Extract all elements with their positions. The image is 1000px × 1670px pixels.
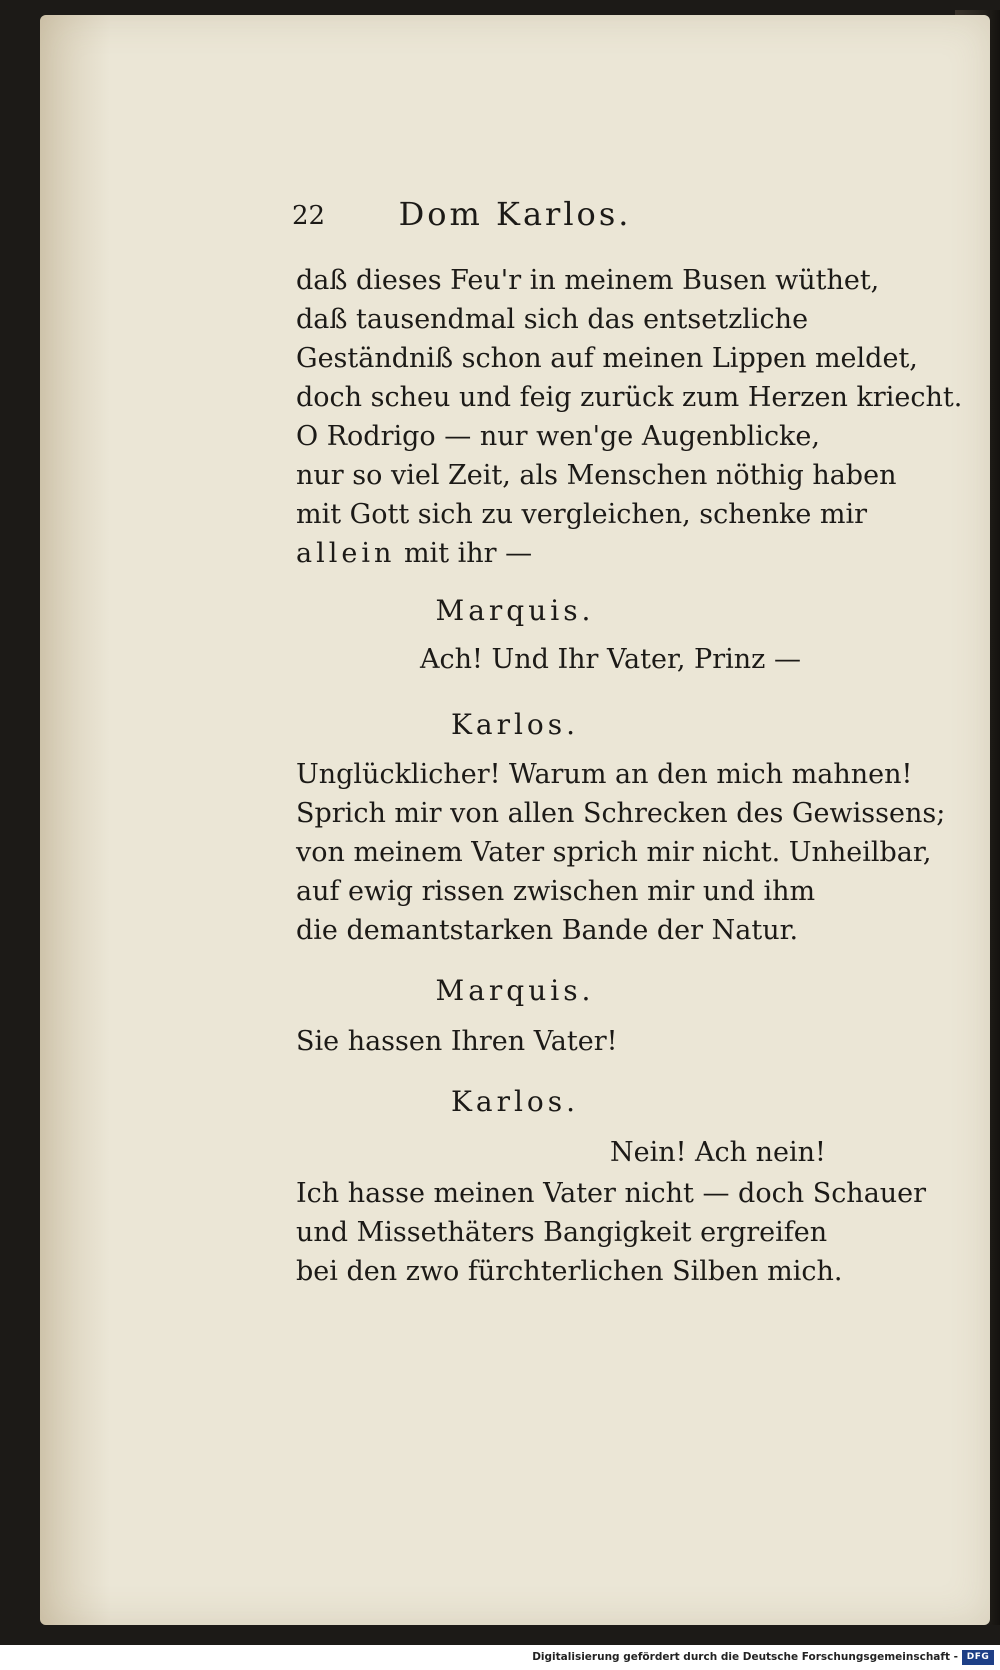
speaker-name: Marquis. [435,974,595,1007]
book-page [40,15,990,1625]
page-header [40,195,990,241]
emphasized-word: allein [296,538,396,569]
funding-credit: Digitalisierung gefördert durch die Deutsche Forschungsgemeinschaft - [532,1651,958,1663]
verse-line: Ach! Und Ihr Vater, Prinz — [420,644,801,675]
verse-line: O Rodrigo — nur wen'ge Augenblicke, [296,421,820,452]
verse-line: Sie hassen Ihren Vater! [296,1026,618,1057]
verse-line: Ich hasse meinen Vater nicht — doch Schauer [296,1178,927,1209]
digitization-footer [0,1648,1000,1670]
page-number: 22 [292,201,326,231]
verse-line: mit Gott sich zu vergleichen, schenke mir [296,499,868,530]
verse-line: bei den zwo fürchterlichen Silben mich. [296,1256,843,1287]
verse-line: die demantstarken Bande der Natur. [296,915,799,946]
verse-line: Sprich mir von allen Schrecken des Gewissens; [296,798,946,829]
verse-line: Unglücklicher! Warum an den mich mahnen! [296,759,913,790]
speaker-name: Karlos. [450,1085,580,1118]
verse-line: daß dieses Feu'r in meinem Busen wüthet, [296,265,880,296]
verse-line: Geständniß schon auf meinen Lippen meldet, [296,343,918,374]
speaker-name: Marquis. [435,594,595,627]
verse-line: von meinem Vater sprich mir nicht. Unheilbar, [296,837,932,868]
verse-line [296,534,532,574]
verse-line: daß tausendmal sich das entsetzliche [296,304,809,335]
verse-line: und Missethäters Bangigkeit ergreifen [296,1217,828,1248]
verse-line: nur so viel Zeit, als Menschen nöthig haben [296,460,897,491]
verse-line: doch scheu und feig zurück zum Herzen kriecht. [296,382,963,413]
running-title: Dom Karlos. [398,195,632,233]
speaker-name: Karlos. [450,708,580,741]
dfg-logo: DFG [962,1650,994,1665]
verse-line: Nein! Ach nein! [610,1137,826,1168]
verse-line: auf ewig rissen zwischen mir und ihm [296,876,816,907]
verse-line-rest: mit ihr — [395,538,533,569]
